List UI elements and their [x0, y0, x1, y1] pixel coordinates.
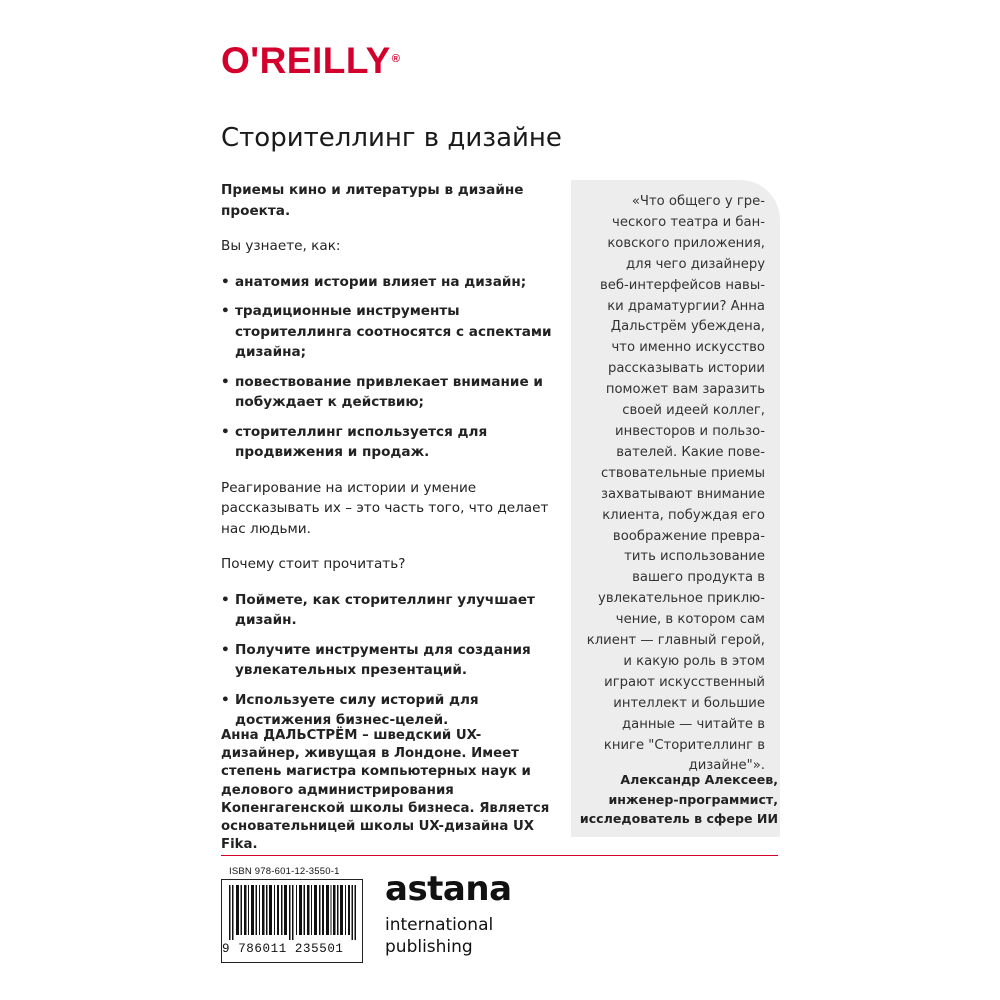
- quote-line: интеллект и большие: [613, 695, 765, 711]
- quote-line: своей идеей коллег,: [622, 403, 765, 419]
- barcode-icon: [229, 885, 359, 940]
- quote-line: вашего продукта в: [632, 570, 765, 586]
- quote-line: захватывают внимание: [601, 486, 765, 502]
- isbn-text: ISBN 978-601-12-3550-1: [229, 866, 340, 877]
- description-column: [221, 180, 556, 740]
- review-quote: [585, 192, 765, 777]
- list-item: • анатомия истории влияет на дизайн;: [221, 273, 527, 290]
- list-item: • сторителлинг используется для продвижения и продаж.: [221, 423, 488, 460]
- list-item: • Получите инструменты для создания увлекательных презентаций.: [221, 641, 531, 678]
- quote-line: ки драматургии? Анна: [607, 298, 765, 314]
- quote-line: дизайне"».: [688, 758, 765, 774]
- body-paragraph: Реагирование на истории и умение рассказывать их – это часть того, что делает нас людьми.: [221, 479, 549, 537]
- publisher-logo-line2: international: [385, 915, 494, 935]
- quote-line: клиента, побуждая его: [602, 507, 765, 523]
- author-bio: Анна ДАЛЬСТРЁМ – шведский UX-дизайнер, живущая в Лондоне. Имеет степень магистра компьютерных наук и делового администрирования Копенгагенской школы бизнеса. Является основательницей школы UX-дизайна UX Fika.: [221, 728, 550, 853]
- quote-line: воображение превра-: [612, 528, 765, 544]
- barcode-digits: 9 786011 235501: [222, 942, 344, 956]
- quote-line: инвесторов и пользо-: [615, 423, 765, 439]
- quote-line: ческого театра и бан-: [612, 214, 765, 230]
- why-heading: Почему стоит прочитать?: [221, 556, 406, 572]
- publisher-logo-name: astana: [385, 869, 512, 909]
- quote-line: увлекательное приклю-: [598, 591, 765, 607]
- quote-line: веб-интерфейсов навы-: [599, 277, 765, 293]
- list-item: • традиционные инструменты сторителлинга соотносятся с аспектами дизайна;: [221, 303, 552, 360]
- intro-text: Приемы кино и литературы в дизайне проекта.: [221, 182, 524, 219]
- learn-heading: Вы узнаете, как:: [221, 238, 341, 254]
- quote-line: ствовательные приемы: [600, 465, 765, 481]
- list-item: • повествование привлекает внимание и побуждает к действию;: [221, 373, 543, 410]
- quote-line: «Что общего у гре-: [631, 194, 765, 209]
- quote-line: поможет вам заразить: [605, 382, 765, 398]
- attribution-name: Александр Алексеев,: [620, 772, 778, 787]
- list-item: • Поймете, как сторителлинг улучшает дизайн.: [221, 591, 535, 628]
- why-list: [221, 590, 556, 731]
- quote-line: что именно искусство: [611, 340, 765, 356]
- quote-line: клиент — главный герой,: [586, 633, 765, 649]
- quote-line: для чего дизайнеру: [625, 256, 765, 272]
- quote-line: книге "Сторителлинг в: [603, 737, 765, 753]
- quote-line: и какую роль в этом: [623, 653, 765, 669]
- quote-attribution: [571, 770, 778, 829]
- quote-line: вателей. Какие пове-: [616, 444, 765, 460]
- quote-line: тить использование: [624, 549, 765, 565]
- quote-line: рассказывать истории: [607, 361, 765, 377]
- attribution-role: инженер-программист,: [608, 791, 778, 807]
- footer-divider: [221, 855, 778, 856]
- learn-list: [221, 272, 556, 463]
- quote-line: Дальстрём убеждена,: [610, 319, 765, 335]
- oreilly-logo: O'REILLY®: [221, 40, 401, 81]
- quote-line: данные — читайте в: [622, 716, 765, 732]
- attribution-field: исследователь в сфере ИИ: [579, 811, 778, 826]
- quote-line: ковского приложения,: [607, 235, 765, 251]
- quote-line: чение, в котором сам: [615, 612, 765, 628]
- list-item: • Используете силу историй для достижения бизнес-целей.: [221, 691, 479, 728]
- quote-line: играют искусственный: [604, 674, 765, 690]
- book-title: Сторителлинг в дизайне: [221, 123, 562, 153]
- publisher-logo-line3: publishing: [385, 937, 473, 957]
